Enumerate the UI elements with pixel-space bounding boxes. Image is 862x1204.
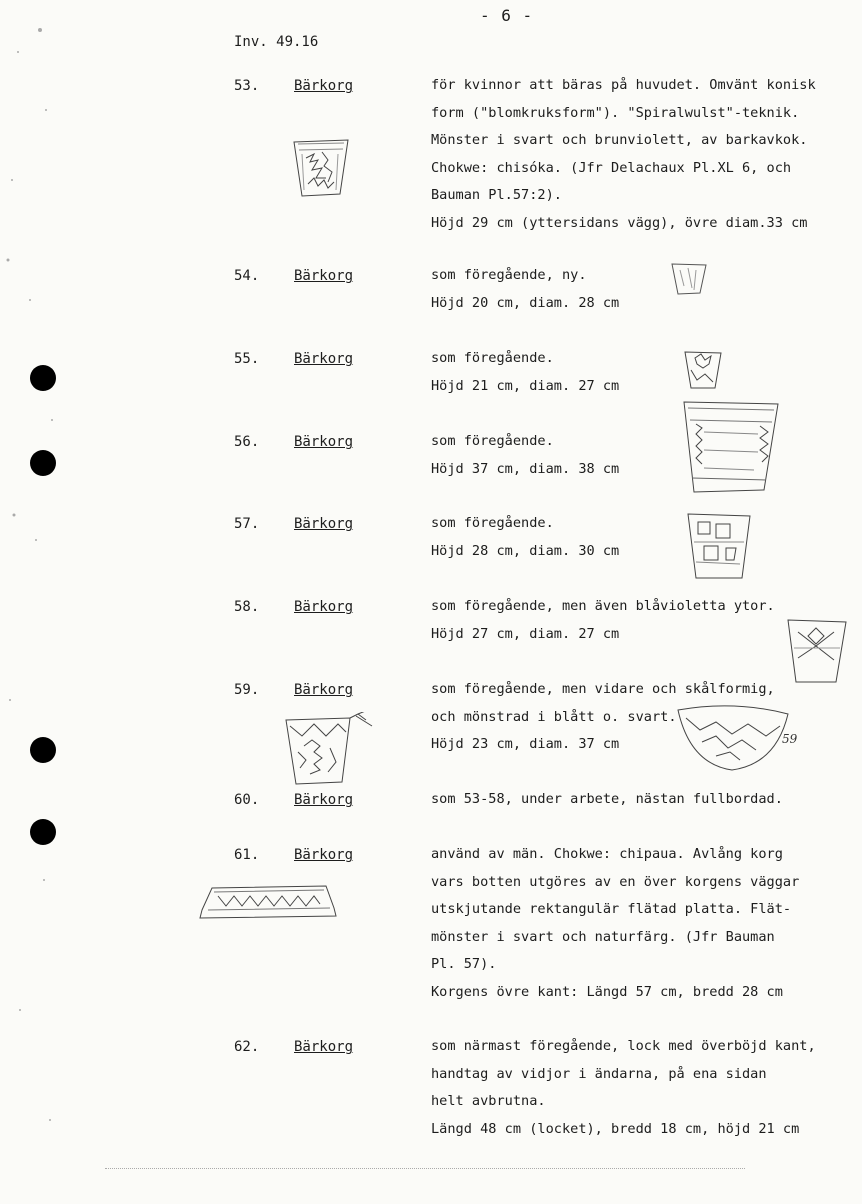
description-line: utskjutande rektangulär flätad platta. Flät-: [431, 901, 792, 918]
description-line: Mönster i svart och brunviolett, av barkavkok.: [431, 132, 808, 149]
binder-hole: [30, 819, 56, 845]
basket-sketch-53: [292, 138, 350, 198]
entry-description: [431, 841, 799, 1007]
basket-sketch-57: [686, 512, 752, 580]
entry-title: Bärkorg: [294, 682, 354, 698]
sketch-annotation: 59: [782, 732, 798, 746]
entry-number: 62.: [234, 1039, 260, 1055]
description-line: vars botten utgöres av en över korgens väggar: [431, 873, 800, 890]
entry-number: 59.: [234, 682, 260, 698]
description-line: som föregående.: [431, 350, 554, 366]
binder-hole: [30, 450, 56, 476]
entry-description: [431, 1033, 816, 1143]
description-line: och mönstrad i blått o. svart.: [431, 708, 677, 725]
description-line: som föregående.: [431, 515, 554, 531]
entry-description: [431, 262, 619, 317]
description-line: Höjd 28 cm, diam. 30 cm: [431, 542, 620, 559]
scan-edge-noise: [0, 0, 60, 1200]
description-line: mönster i svart och naturfärg. (Jfr Bauman: [431, 928, 775, 945]
entry-title: Bärkorg: [294, 434, 354, 450]
entry-title: Bärkorg: [294, 268, 354, 284]
entry-number: 53.: [234, 78, 260, 94]
description-line: helt avbrutna.: [431, 1093, 546, 1110]
description-line: som närmast föregående, lock med överböjd kant,: [431, 1038, 816, 1054]
entry-title: Bärkorg: [294, 351, 354, 367]
entry-number: 54.: [234, 268, 260, 284]
entry-description: [431, 72, 816, 238]
entry-title: Bärkorg: [294, 516, 354, 532]
entry-description: [431, 510, 619, 565]
page-number: - 6 -: [480, 6, 534, 25]
entry-title: Bärkorg: [294, 599, 354, 615]
basket-sketch-61: [198, 880, 340, 924]
description-line: som föregående, men vidare och skålformig,: [431, 681, 775, 697]
entry-number: 55.: [234, 351, 260, 367]
inventory-number: Inv. 49.16: [234, 34, 319, 50]
description-line: Höjd 29 cm (yttersidans vägg), övre diam.33 cm: [431, 214, 808, 231]
description-line: som 53-58, under arbete, nästan fullbordad.: [431, 791, 783, 807]
description-line: Höjd 20 cm, diam. 28 cm: [431, 294, 620, 311]
entry-number: 57.: [234, 516, 260, 532]
description-line: som föregående, men även blåvioletta ytor.: [431, 598, 775, 614]
binder-hole: [30, 737, 56, 763]
description-line: som föregående, ny.: [431, 267, 587, 283]
scan-bottom-edge: [105, 1168, 745, 1170]
description-line: Höjd 23 cm, diam. 37 cm: [431, 736, 620, 753]
description-line: Pl. 57).: [431, 956, 497, 973]
entry-description: [431, 786, 783, 814]
description-line: som föregående.: [431, 433, 554, 449]
entry-number: 61.: [234, 847, 260, 863]
description-line: för kvinnor att bäras på huvudet. Omvänt konisk: [431, 77, 816, 93]
description-line: Höjd 37 cm, diam. 38 cm: [431, 460, 620, 477]
basket-sketch-56: [682, 398, 782, 494]
description-line: Bauman Pl.57:2).: [431, 187, 562, 204]
description-line: Längd 48 cm (locket), bredd 18 cm, höjd 21 cm: [431, 1120, 800, 1137]
entry-description: [431, 345, 619, 400]
description-line: Höjd 21 cm, diam. 27 cm: [431, 377, 620, 394]
description-line: form ("blomkruksform"). "Spiralwulst"-teknik.: [431, 104, 800, 121]
basket-sketch-58: [786, 618, 848, 684]
entry-number: 56.: [234, 434, 260, 450]
entry-title: Bärkorg: [294, 78, 354, 94]
entry-description: [431, 428, 619, 483]
entry-description: [431, 593, 775, 648]
description-line: Chokwe: chisóka. (Jfr Delachaux Pl.XL 6, och: [431, 159, 792, 176]
binder-hole: [30, 365, 56, 391]
entry-title: Bärkorg: [294, 792, 354, 808]
entry-title: Bärkorg: [294, 847, 354, 863]
description-line: använd av män. Chokwe: chipaua. Avlång korg: [431, 846, 783, 862]
basket-sketch-55: [683, 350, 723, 390]
basket-sketch-59-left: [284, 712, 374, 786]
entry-number: 58.: [234, 599, 260, 615]
description-line: Höjd 27 cm, diam. 27 cm: [431, 625, 620, 642]
basket-sketch-59-right: [676, 704, 798, 772]
description-line: Korgens övre kant: Längd 57 cm, bredd 28 cm: [431, 983, 783, 1000]
entry-number: 60.: [234, 792, 260, 808]
entry-title: Bärkorg: [294, 1039, 354, 1055]
description-line: handtag av vidjor i ändarna, på ena sidan: [431, 1065, 767, 1082]
basket-sketch-54: [670, 262, 708, 296]
